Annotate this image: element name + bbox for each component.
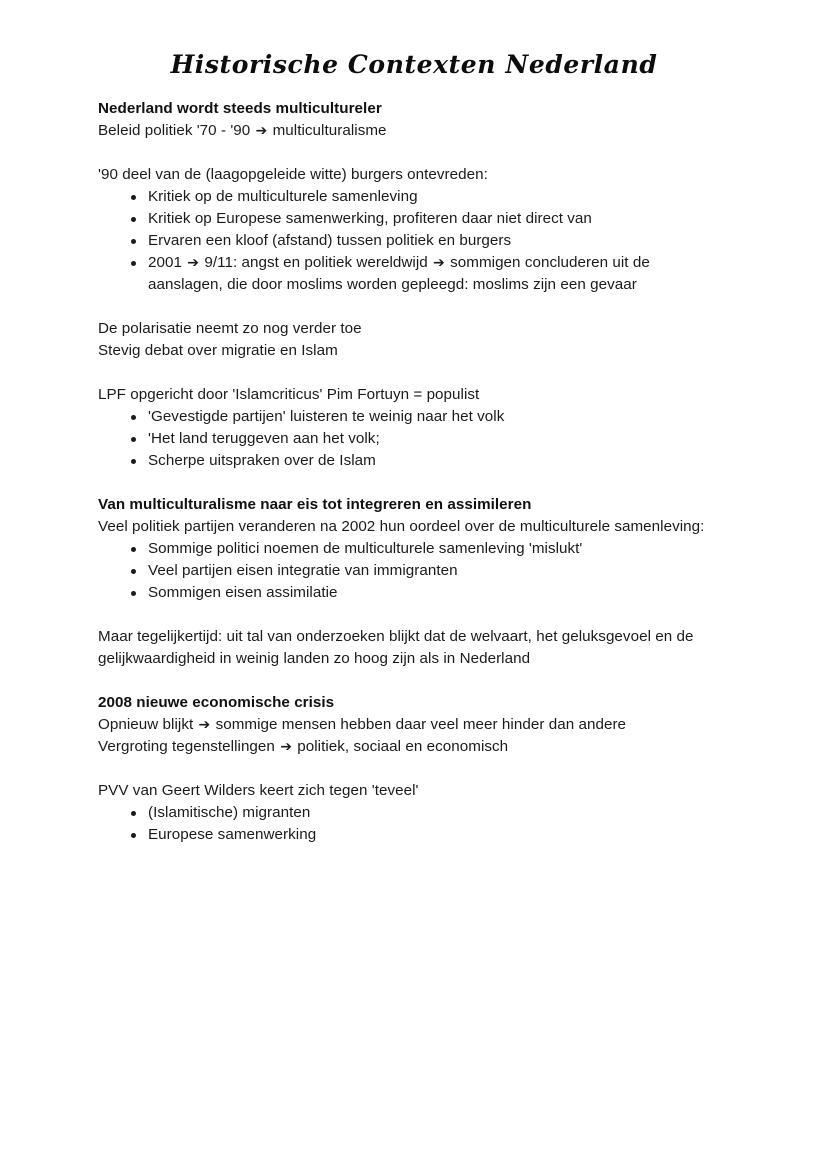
list-item: 'Gevestigde partijen' luisteren te weinig naar het volk (98, 406, 724, 428)
section-heading: Van multiculturalisme naar eis tot integreren en assimileren (98, 496, 532, 513)
arrow-icon: ➔ (187, 255, 200, 271)
arrow-icon: ➔ (255, 123, 268, 139)
list-item: 2001 ➔ 9/11: angst en politiek wereldwijd ➔ sommigen concluderen uit de aanslagen, die door moslims worden gepleegd: moslims zijn een gevaar (98, 252, 724, 296)
section-ontevreden-burgers (98, 164, 724, 296)
section-heading: Nederland wordt steeds multicultureler (98, 100, 382, 117)
section-lpf-fortuyn (98, 384, 724, 472)
bullet-list (98, 406, 724, 472)
paragraph-line: PVV van Geert Wilders keert zich tegen 'teveel' (98, 782, 419, 799)
section-multicultureler (98, 98, 724, 142)
list-item: (Islamitische) migranten (98, 802, 724, 824)
list-item: Ervaren een kloof (afstand) tussen politiek en burgers (98, 230, 724, 252)
section-crisis-2008 (98, 692, 724, 758)
bullet-list (98, 186, 724, 296)
paragraph-line: LPF opgericht door 'Islamcriticus' Pim Fortuyn = populist (98, 386, 480, 403)
paragraph-line: Opnieuw blijkt ➔ sommige mensen hebben daar veel meer hinder dan andere (98, 716, 627, 733)
section-integreren-assimileren (98, 494, 724, 604)
paragraph-line: Veel politiek partijen veranderen na 2002 hun oordeel over de multiculturele samenleving: (98, 518, 705, 535)
page-title: Historische Contexten Nederland (170, 50, 658, 79)
bullet-list (98, 802, 724, 846)
bullet-list (98, 538, 724, 604)
arrow-icon: ➔ (280, 739, 292, 755)
section-heading: 2008 nieuwe economische crisis (98, 694, 335, 711)
section-pvv-wilders (98, 780, 724, 846)
list-item: Scherpe uitspraken over de Islam (98, 450, 724, 472)
list-item: 'Het land teruggeven aan het volk; (98, 428, 724, 450)
document-body (98, 98, 724, 846)
paragraph-line: Stevig debat over migratie en Islam (98, 342, 338, 359)
list-item: Sommige politici noemen de multiculturele samenleving 'mislukt' (98, 538, 724, 560)
paragraph-line: Beleid politiek '70 - '90 ➔ multiculturalisme (98, 122, 387, 139)
section-polarisatie (98, 318, 724, 362)
section-welvaart-geluk (98, 626, 724, 670)
list-item: Sommigen eisen assimilatie (98, 582, 724, 604)
list-item: Europese samenwerking (98, 824, 724, 846)
arrow-icon: ➔ (198, 717, 211, 733)
list-item: Kritiek op Europese samenwerking, profiteren daar niet direct van (98, 208, 724, 230)
arrow-icon: ➔ (433, 255, 445, 271)
paragraph-line: '90 deel van de (laagopgeleide witte) burgers ontevreden: (98, 166, 488, 183)
paragraph-line: De polarisatie neemt zo nog verder toe (98, 320, 362, 337)
list-item: Veel partijen eisen integratie van immigranten (98, 560, 724, 582)
list-item: Kritiek op de multiculturele samenleving (98, 186, 724, 208)
paragraph-line: Maar tegelijkertijd: uit tal van onderzoeken blijkt dat de welvaart, het geluksgevoel en de gelijkwaardigheid in weinig landen zo hoog zijn als in Nederland (98, 628, 694, 667)
paragraph-line: Vergroting tegenstellingen ➔ politiek, sociaal en economisch (98, 738, 509, 755)
